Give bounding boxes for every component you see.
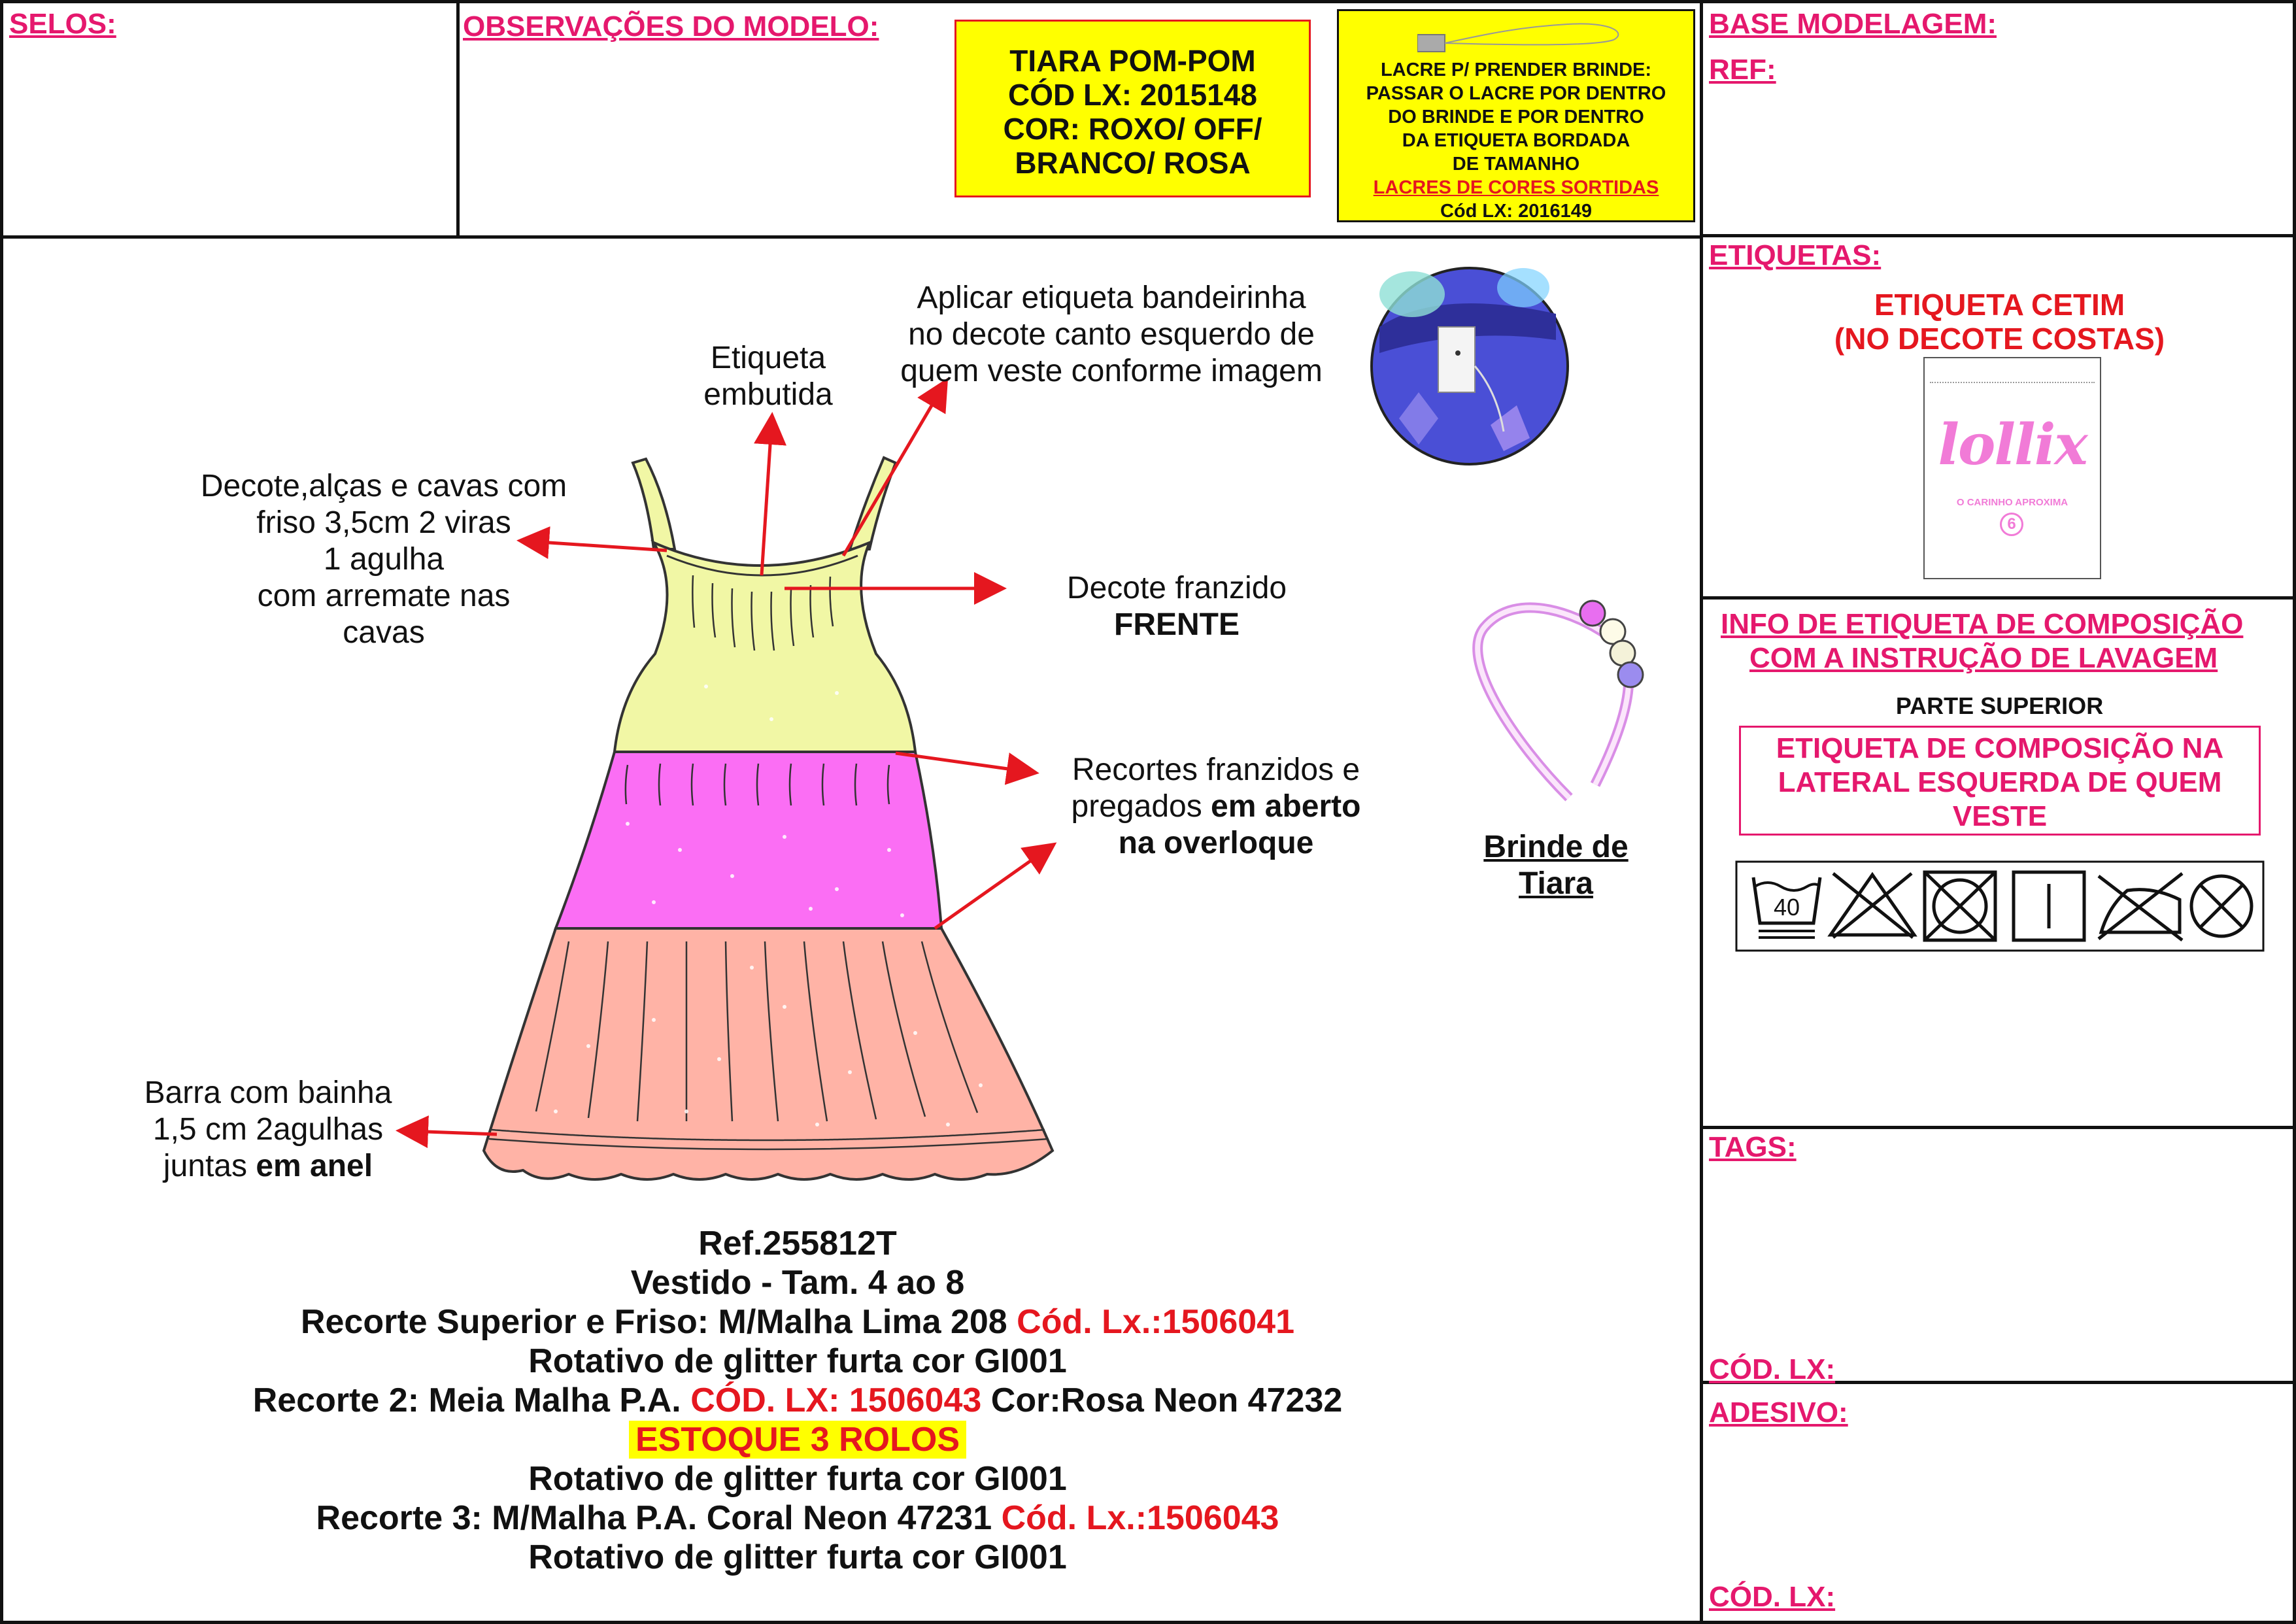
label-detail-photo [1372, 268, 1568, 464]
spec-recorte-2 [150, 1381, 1445, 1420]
aplicar-line-3: quem veste conforme imagem [900, 354, 1323, 388]
recorte-2-cor: Cor:Rosa Neon 47232 [981, 1381, 1343, 1419]
base-modelagem-header: BASE MODELAGEM: [1709, 8, 1997, 40]
adesivo-header: ADESIVO: [1709, 1396, 1848, 1429]
lollix-tagline: O CARINHO APROXIMA [1956, 497, 2068, 508]
note-recortes [1046, 752, 1386, 862]
tiara-line-2: CÓD LX: 2015148 [1008, 78, 1257, 112]
cetim-line-2: (NO DECOTE COSTAS) [1834, 322, 2165, 356]
note-barra [118, 1075, 418, 1185]
decote-line-3: 1 agulha [323, 542, 445, 577]
cetim-line-1: ETIQUETA CETIM [1874, 288, 2125, 322]
recorte-2-code: CÓD. LX: 1506043 [690, 1381, 982, 1419]
barra-line-2: 1,5 cm 2agulhas [152, 1112, 384, 1147]
pompom-pink [1580, 601, 1605, 626]
aplicar-line-2: no decote canto esquerdo de [908, 317, 1315, 352]
recorte-2-text: Recorte 2: Meia Malha P.A. [252, 1381, 691, 1419]
arrow-etiqueta-embutida [762, 425, 771, 575]
info-etiqueta-header-1: INFO DE ETIQUETA DE COMPOSIÇÃO [1721, 608, 2244, 640]
lacre-line-1: LACRE P/ PRENDER BRINDE: [1380, 59, 1652, 80]
info-etiqueta-header-2: COM A INSTRUÇÃO DE LAVAGEM [1749, 642, 2218, 674]
tags-cod-lx: CÓD. LX: [1709, 1353, 1836, 1385]
aplicar-line-1: Aplicar etiqueta bandeirinha [917, 280, 1306, 315]
lacre-line-4: DA ETIQUETA BORDADA [1402, 130, 1630, 151]
decote-line-4: com arremate nas [257, 579, 511, 613]
pompom-purple [1618, 662, 1643, 687]
spec-vestido: Vestido - Tam. 4 ao 8 [630, 1264, 965, 1302]
lacre-code: Cód LX: 2016149 [1440, 201, 1593, 222]
lacre-line-3: DO BRINDE E POR DENTRO [1388, 107, 1644, 127]
etiqueta-cetim-title [1703, 288, 2296, 356]
satin-label [1923, 357, 2101, 579]
dress-middle-panel [556, 752, 941, 928]
wash-temp-label: 40 [1773, 894, 1800, 921]
barra-line-3a: juntas [163, 1149, 256, 1183]
tiara-line-4: BRANCO/ ROSA [1015, 146, 1251, 180]
recorte-3-text: Recorte 3: M/Malha P.A. Coral Neon 47231 [316, 1499, 1002, 1537]
brinde-line-2: Tiara [1519, 866, 1593, 901]
selos-header: SELOS: [9, 8, 116, 40]
tiara-line-1: TIARA POM-POM [1009, 44, 1256, 78]
dress-left-strap [633, 459, 675, 549]
recortes-line-1: Recortes franzidos e [1072, 753, 1360, 787]
lacre-line-5: DE TAMANHO [1452, 154, 1580, 175]
recorte-sup-code: Cód. Lx.:1506041 [1017, 1303, 1295, 1341]
estoque-highlight: ESTOQUE 3 ROLOS [629, 1421, 966, 1459]
decote-line-1: Decote,alças e cavas com [200, 469, 567, 503]
composicao-line-2: LATERAL ESQUERDA DE QUEM [1778, 766, 2222, 798]
barra-line-3b: em anel [256, 1149, 373, 1183]
decote-line-5: cavas [343, 615, 425, 650]
note-aplicar-etiqueta [889, 280, 1334, 390]
divider-right-1 [1700, 234, 2296, 237]
spec-recorte-3 [150, 1498, 1445, 1538]
spec-recorte-superior [150, 1302, 1445, 1342]
note-brinde-tiara [1458, 829, 1654, 902]
arrow-recortes-2 [935, 850, 1046, 928]
lacre-red-line: LACRES DE CORES SORTIDAS [1373, 177, 1659, 198]
divider-right-2 [1700, 596, 2296, 600]
recorte-3-code: Cód. Lx.:1506043 [1001, 1499, 1279, 1537]
spec-rotativo-3: Rotativo de glitter furta cor GI001 [528, 1538, 1067, 1576]
recorte-sup-text: Recorte Superior e Friso: M/Malha Lima 208 [300, 1303, 1017, 1341]
arrow-etiqueta-bandeirinha [843, 389, 941, 556]
recortes-line-2b: em aberto [1211, 789, 1361, 824]
spec-rotativo-1: Rotativo de glitter furta cor GI001 [528, 1342, 1067, 1380]
composicao-box [1739, 726, 2261, 836]
tiara-line-3: COR: ROXO/ OFF/ [1003, 112, 1262, 146]
composicao-line-1: ETIQUETA DE COMPOSIÇÃO NA [1776, 732, 2224, 764]
divider-right-3 [1700, 1126, 2296, 1129]
observacoes-header: OBSERVAÇÕES DO MODELO: [463, 10, 879, 42]
franzido-line-2: FRENTE [1114, 607, 1240, 642]
arrow-barra [409, 1131, 497, 1134]
material-specs [150, 1224, 1445, 1577]
barra-line-3 [118, 1148, 418, 1185]
recortes-line-2a: pregados [1071, 789, 1211, 824]
note-etiqueta-embutida [680, 340, 856, 413]
wash-symbols-row [1735, 860, 2265, 952]
brinde-line-1: Brinde de [1483, 830, 1629, 864]
spec-rotativo-2: Rotativo de glitter furta cor GI001 [528, 1460, 1067, 1498]
note-decote-franzido [1020, 570, 1334, 643]
dress-bottom-panel [484, 928, 1053, 1179]
lollix-logo: lollix [1938, 412, 2087, 478]
barra-line-1: Barra com bainha [144, 1075, 392, 1110]
tags-header: TAGS: [1709, 1131, 1797, 1163]
recortes-line-3: na overloque [1118, 826, 1314, 860]
composicao-line-3: VESTE [1952, 800, 2048, 832]
adesivo-cod-lx: CÓD. LX: [1709, 1581, 1836, 1613]
franzido-line-1: Decote franzido [1066, 571, 1287, 605]
recortes-line-2 [1046, 788, 1386, 825]
etiqueta-line-1: Etiqueta [710, 341, 826, 375]
decote-line-2: friso 3,5cm 2 viras [256, 505, 511, 540]
spec-estoque [150, 1420, 1445, 1459]
note-decote-alcas [178, 468, 590, 651]
lacre-line-2: PASSAR O LACRE POR DENTRO [1366, 83, 1666, 104]
etiqueta-line-2: embutida [703, 377, 833, 412]
satin-label-seam [1930, 382, 2095, 383]
spec-ref: Ref.255812T [698, 1225, 897, 1262]
size-badge: 6 [2000, 513, 2023, 536]
ref-header: REF: [1709, 54, 1776, 86]
parte-superior-label: PARTE SUPERIOR [1895, 692, 2104, 719]
etiquetas-header: ETIQUETAS: [1709, 239, 1882, 271]
dress-top-panel [615, 543, 915, 752]
headband-illustration [1477, 601, 1643, 798]
